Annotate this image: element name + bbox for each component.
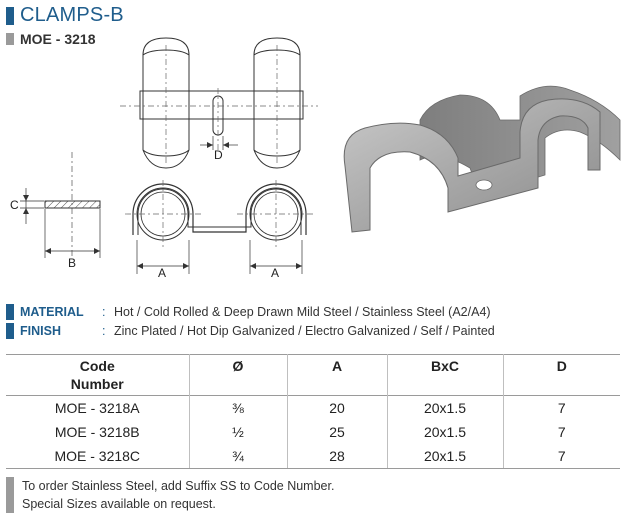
spec-accent-bar [6, 323, 14, 339]
notes-text [22, 477, 334, 513]
cell-a: 25 [287, 420, 387, 444]
spec-finish [6, 321, 495, 340]
header-code-line1: Code [79, 358, 115, 374]
cell-d: 7 [503, 444, 620, 469]
header-bxc: BxC [387, 355, 503, 396]
header-d: D [556, 358, 567, 374]
spec-material [6, 302, 495, 321]
spec-colon: : [102, 323, 106, 338]
cell-code: MOE - 3218B [6, 420, 189, 444]
header-code-line2: Number [70, 376, 124, 392]
page-title: CLAMPS-B [20, 4, 124, 26]
cell-code: MOE - 3218C [6, 444, 189, 469]
clamp-3d-render [344, 86, 620, 232]
table-row [6, 444, 620, 469]
table-header-row [6, 355, 620, 396]
spec-colon: : [102, 304, 106, 319]
dim-label-c: C [10, 198, 19, 212]
cell-diameter: ½ [189, 420, 287, 444]
cell-bxc: 20x1.5 [387, 420, 503, 444]
note-special-sizes: Special Sizes available on request. [22, 497, 216, 511]
cell-a: 28 [287, 444, 387, 469]
spec-section [6, 302, 495, 340]
notes-accent-bar [6, 477, 14, 513]
dimensions-table [6, 354, 620, 469]
note-stainless: To order Stainless Steel, add Suffix SS to Code Number. [22, 479, 335, 493]
cell-diameter: ¾ [189, 444, 287, 469]
spec-value-finish: Zinc Plated / Hot Dip Galvanized / Electro Galvanized / Self / Painted [114, 323, 495, 338]
dim-label-d: D [214, 148, 223, 162]
header-a: A [287, 355, 387, 396]
spec-value-material: Hot / Cold Rolled & Deep Drawn Mild Steel / Stainless Steel (A2/A4) [114, 304, 491, 319]
cell-diameter: ⅜ [189, 396, 287, 421]
cell-code: MOE - 3218A [6, 396, 189, 421]
dim-label-a-right: A [271, 266, 280, 280]
dim-label-b: B [68, 256, 77, 270]
table-row [6, 396, 620, 421]
model-number: MOE - 3218 [20, 31, 96, 47]
header-diameter: Ø [189, 355, 287, 396]
spec-label-material: MATERIAL [20, 304, 84, 319]
cell-bxc: 20x1.5 [387, 396, 503, 421]
side-view [20, 152, 100, 258]
dim-label-a-left: A [158, 266, 167, 280]
cell-bxc: 20x1.5 [387, 444, 503, 469]
notes-section [6, 477, 334, 513]
cell-d: 7 [557, 400, 566, 416]
header-code-number [6, 355, 189, 396]
spec-label-finish: FINISH [20, 323, 61, 338]
spec-accent-bar [6, 304, 14, 320]
cell-d: 7 [557, 424, 566, 440]
table-row [6, 420, 620, 444]
front-view [125, 180, 315, 274]
cell-a: 20 [287, 396, 387, 421]
